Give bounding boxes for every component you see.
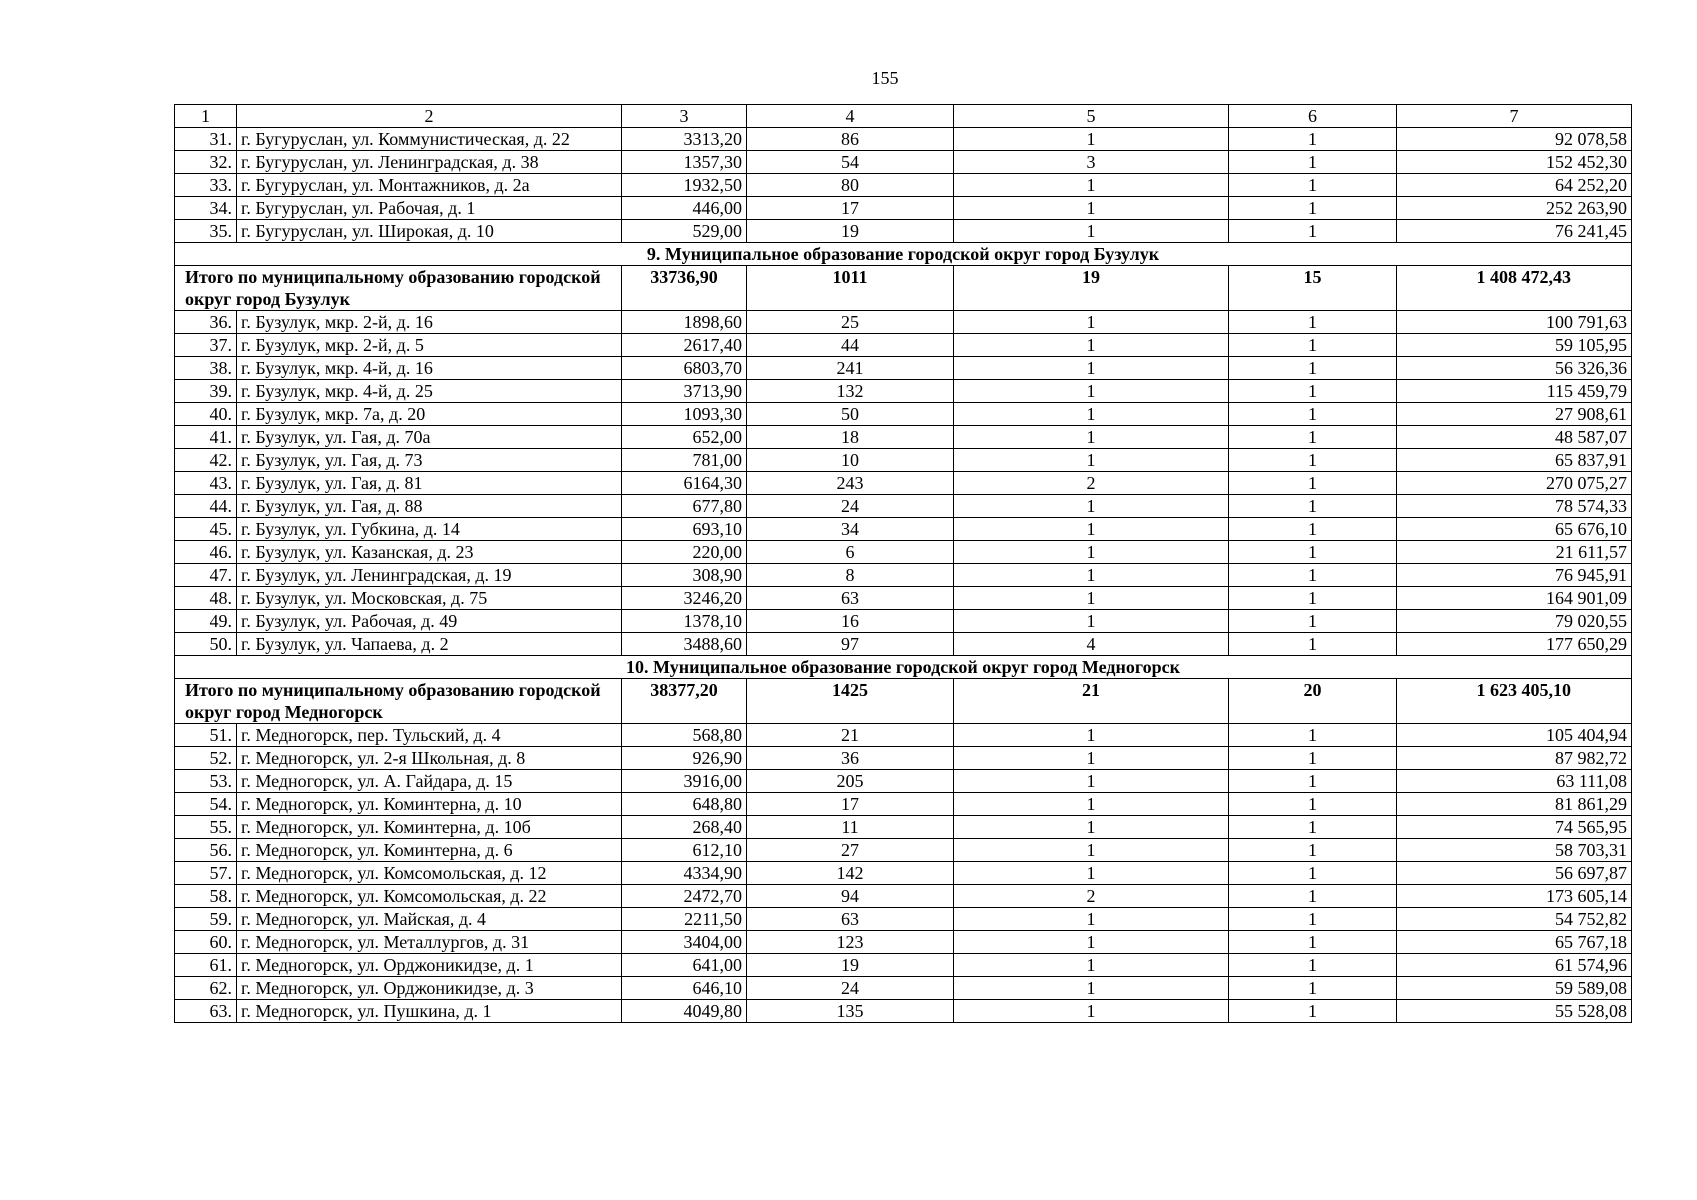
col5-cell: 1 — [954, 518, 1229, 541]
address-cell: г. Медногорск, ул. 2-я Школьная, д. 8 — [237, 747, 622, 770]
table-row — [175, 380, 1632, 403]
col6-cell: 1 — [1229, 518, 1397, 541]
col5-cell: 1 — [954, 541, 1229, 564]
row-number-cell: 44. — [175, 495, 237, 518]
col6-cell: 1 — [1229, 564, 1397, 587]
cost-cell: 76 945,91 — [1397, 564, 1632, 587]
address-cell: г. Бузулук, ул. Гая, д. 81 — [237, 472, 622, 495]
residents-cell: 132 — [747, 380, 954, 403]
cost-cell: 164 901,09 — [1397, 587, 1632, 610]
table-row — [175, 151, 1632, 174]
row-number-cell: 49. — [175, 610, 237, 633]
col6-cell: 1 — [1229, 793, 1397, 816]
row-number-cell: 50. — [175, 633, 237, 656]
row-number-cell: 60. — [175, 931, 237, 954]
table-row — [175, 1000, 1632, 1023]
col6-cell: 1 — [1229, 380, 1397, 403]
table-body — [175, 105, 1632, 1023]
col6-cell: 1 — [1229, 587, 1397, 610]
table-row — [175, 747, 1632, 770]
subtotal-cost: 1 623 405,10 — [1397, 679, 1632, 724]
area-cell: 446,00 — [622, 197, 747, 220]
col6-cell: 1 — [1229, 220, 1397, 243]
col5-cell: 1 — [954, 931, 1229, 954]
area-cell: 1378,10 — [622, 610, 747, 633]
residents-cell: 6 — [747, 541, 954, 564]
area-cell: 3713,90 — [622, 380, 747, 403]
cost-cell: 92 078,58 — [1397, 128, 1632, 151]
row-number-cell: 34. — [175, 197, 237, 220]
col5-cell: 1 — [954, 610, 1229, 633]
table-row — [175, 426, 1632, 449]
subtotal-col6: 20 — [1229, 679, 1397, 724]
address-cell: г. Бузулук, мкр. 4-й, д. 16 — [237, 357, 622, 380]
section-heading-row — [175, 243, 1632, 266]
cost-cell: 177 650,29 — [1397, 633, 1632, 656]
row-number-cell: 38. — [175, 357, 237, 380]
col5-cell: 3 — [954, 151, 1229, 174]
residents-cell: 241 — [747, 357, 954, 380]
col6-cell: 1 — [1229, 197, 1397, 220]
residents-cell: 86 — [747, 128, 954, 151]
row-number-cell: 48. — [175, 587, 237, 610]
table-row — [175, 954, 1632, 977]
row-number-cell: 41. — [175, 426, 237, 449]
area-cell: 529,00 — [622, 220, 747, 243]
area-cell: 926,90 — [622, 747, 747, 770]
residents-cell: 11 — [747, 816, 954, 839]
row-number-cell: 52. — [175, 747, 237, 770]
table-row — [175, 357, 1632, 380]
area-cell: 1932,50 — [622, 174, 747, 197]
area-cell: 1357,30 — [622, 151, 747, 174]
address-cell: г. Бузулук, ул. Московская, д. 75 — [237, 587, 622, 610]
col5-cell: 1 — [954, 770, 1229, 793]
cost-cell: 61 574,96 — [1397, 954, 1632, 977]
col6-cell: 1 — [1229, 885, 1397, 908]
table-row — [175, 197, 1632, 220]
cost-cell: 65 837,91 — [1397, 449, 1632, 472]
area-cell: 308,90 — [622, 564, 747, 587]
residents-cell: 21 — [747, 724, 954, 747]
table-row — [175, 174, 1632, 197]
cost-cell: 64 252,20 — [1397, 174, 1632, 197]
row-number-cell: 43. — [175, 472, 237, 495]
address-cell: г. Медногорск, ул. Коминтерна, д. 10 — [237, 793, 622, 816]
col6-cell: 1 — [1229, 174, 1397, 197]
address-cell: г. Бугуруслан, ул. Ленинградская, д. 38 — [237, 151, 622, 174]
col5-cell: 1 — [954, 724, 1229, 747]
cost-cell: 105 404,94 — [1397, 724, 1632, 747]
col6-cell: 1 — [1229, 724, 1397, 747]
col6-cell: 1 — [1229, 128, 1397, 151]
area-cell: 652,00 — [622, 426, 747, 449]
subtotal-col5: 21 — [954, 679, 1229, 724]
table-row — [175, 633, 1632, 656]
col6-cell: 1 — [1229, 472, 1397, 495]
col6-cell: 1 — [1229, 862, 1397, 885]
area-cell: 1898,60 — [622, 311, 747, 334]
address-cell: г. Бузулук, ул. Гая, д. 70а — [237, 426, 622, 449]
residents-cell: 24 — [747, 495, 954, 518]
row-number-cell: 40. — [175, 403, 237, 426]
area-cell: 6164,30 — [622, 472, 747, 495]
area-cell: 220,00 — [622, 541, 747, 564]
residents-cell: 36 — [747, 747, 954, 770]
col5-cell: 1 — [954, 977, 1229, 1000]
col5-cell: 2 — [954, 472, 1229, 495]
residents-cell: 243 — [747, 472, 954, 495]
subtotal-residents: 1425 — [747, 679, 954, 724]
table-row — [175, 311, 1632, 334]
subtotal-row — [175, 679, 1632, 724]
col6-cell: 1 — [1229, 839, 1397, 862]
residents-cell: 24 — [747, 977, 954, 1000]
address-cell: г. Медногорск, ул. Орджоникидзе, д. 3 — [237, 977, 622, 1000]
cost-cell: 79 020,55 — [1397, 610, 1632, 633]
subtotal-label: Итого по муниципальному образованию городской округ город Бузулук — [175, 266, 622, 311]
address-cell: г. Медногорск, ул. Коминтерна, д. 6 — [237, 839, 622, 862]
table-row — [175, 541, 1632, 564]
address-cell: г. Бугуруслан, ул. Широкая, д. 10 — [237, 220, 622, 243]
area-cell: 3313,20 — [622, 128, 747, 151]
cost-cell: 76 241,45 — [1397, 220, 1632, 243]
area-cell: 6803,70 — [622, 357, 747, 380]
col5-cell: 1 — [954, 908, 1229, 931]
address-cell: г. Медногорск, ул. Орджоникидзе, д. 1 — [237, 954, 622, 977]
col6-cell: 1 — [1229, 495, 1397, 518]
col5-cell: 1 — [954, 197, 1229, 220]
row-number-cell: 31. — [175, 128, 237, 151]
residents-cell: 80 — [747, 174, 954, 197]
residents-cell: 17 — [747, 793, 954, 816]
subtotal-row — [175, 266, 1632, 311]
table-row — [175, 770, 1632, 793]
cost-cell: 63 111,08 — [1397, 770, 1632, 793]
address-cell: г. Медногорск, ул. Коминтерна, д. 10б — [237, 816, 622, 839]
cost-cell: 56 697,87 — [1397, 862, 1632, 885]
cost-cell: 100 791,63 — [1397, 311, 1632, 334]
address-cell: г. Медногорск, ул. Металлургов, д. 31 — [237, 931, 622, 954]
area-cell: 4049,80 — [622, 1000, 747, 1023]
col5-cell: 1 — [954, 334, 1229, 357]
table-row — [175, 793, 1632, 816]
address-cell: г. Медногорск, ул. Комсомольская, д. 12 — [237, 862, 622, 885]
col6-cell: 1 — [1229, 151, 1397, 174]
residents-cell: 97 — [747, 633, 954, 656]
address-cell: г. Бузулук, ул. Гая, д. 73 — [237, 449, 622, 472]
residents-cell: 17 — [747, 197, 954, 220]
table-row — [175, 908, 1632, 931]
col5-cell: 1 — [954, 449, 1229, 472]
row-number-cell: 53. — [175, 770, 237, 793]
column-number-cell: 1 — [175, 105, 237, 128]
area-cell: 612,10 — [622, 839, 747, 862]
col6-cell: 1 — [1229, 633, 1397, 656]
table-row — [175, 587, 1632, 610]
col5-cell: 1 — [954, 174, 1229, 197]
row-number-cell: 46. — [175, 541, 237, 564]
col5-cell: 1 — [954, 426, 1229, 449]
row-number-cell: 42. — [175, 449, 237, 472]
col5-cell: 1 — [954, 128, 1229, 151]
row-number-cell: 54. — [175, 793, 237, 816]
residents-cell: 8 — [747, 564, 954, 587]
residents-cell: 50 — [747, 403, 954, 426]
col5-cell: 1 — [954, 495, 1229, 518]
cost-cell: 58 703,31 — [1397, 839, 1632, 862]
area-cell: 648,80 — [622, 793, 747, 816]
page-number: 155 — [871, 68, 899, 88]
col5-cell: 1 — [954, 587, 1229, 610]
col6-cell: 1 — [1229, 1000, 1397, 1023]
table-row — [175, 334, 1632, 357]
subtotal-col5: 19 — [954, 266, 1229, 311]
table-row — [175, 449, 1632, 472]
address-cell: г. Бугуруслан, ул. Коммунистическая, д. 22 — [237, 128, 622, 151]
col5-cell: 1 — [954, 311, 1229, 334]
cost-cell: 87 982,72 — [1397, 747, 1632, 770]
col6-cell: 1 — [1229, 357, 1397, 380]
column-number-cell: 5 — [954, 105, 1229, 128]
table-row — [175, 724, 1632, 747]
address-cell: г. Бузулук, мкр. 2-й, д. 5 — [237, 334, 622, 357]
col6-cell: 1 — [1229, 908, 1397, 931]
cost-cell: 21 611,57 — [1397, 541, 1632, 564]
subtotal-area: 33736,90 — [622, 266, 747, 311]
residents-cell: 63 — [747, 908, 954, 931]
subtotal-cost: 1 408 472,43 — [1397, 266, 1632, 311]
col6-cell: 1 — [1229, 610, 1397, 633]
col5-cell: 1 — [954, 220, 1229, 243]
residents-cell: 10 — [747, 449, 954, 472]
residents-cell: 135 — [747, 1000, 954, 1023]
cost-cell: 65 676,10 — [1397, 518, 1632, 541]
row-number-cell: 62. — [175, 977, 237, 1000]
row-number-cell: 56. — [175, 839, 237, 862]
subtotal-area: 38377,20 — [622, 679, 747, 724]
cost-cell: 27 908,61 — [1397, 403, 1632, 426]
col5-cell: 4 — [954, 633, 1229, 656]
address-cell: г. Медногорск, ул. Майская, д. 4 — [237, 908, 622, 931]
residents-cell: 142 — [747, 862, 954, 885]
subtotal-label: Итого по муниципальному образованию городской округ город Медногорск — [175, 679, 622, 724]
table-row — [175, 862, 1632, 885]
row-number-cell: 63. — [175, 1000, 237, 1023]
column-number-cell: 3 — [622, 105, 747, 128]
col5-cell: 1 — [954, 403, 1229, 426]
row-number-cell: 55. — [175, 816, 237, 839]
subtotal-residents: 1011 — [747, 266, 954, 311]
table-row — [175, 610, 1632, 633]
residents-cell: 19 — [747, 220, 954, 243]
column-number-cell: 6 — [1229, 105, 1397, 128]
row-number-cell: 35. — [175, 220, 237, 243]
area-cell: 693,10 — [622, 518, 747, 541]
row-number-cell: 39. — [175, 380, 237, 403]
cost-cell: 252 263,90 — [1397, 197, 1632, 220]
table-row — [175, 816, 1632, 839]
col6-cell: 1 — [1229, 449, 1397, 472]
cost-cell: 59 105,95 — [1397, 334, 1632, 357]
area-cell: 646,10 — [622, 977, 747, 1000]
column-number-cell: 4 — [747, 105, 954, 128]
col6-cell: 1 — [1229, 334, 1397, 357]
col5-cell: 1 — [954, 380, 1229, 403]
col6-cell: 1 — [1229, 954, 1397, 977]
area-cell: 4334,90 — [622, 862, 747, 885]
cost-cell: 115 459,79 — [1397, 380, 1632, 403]
cost-cell: 173 605,14 — [1397, 885, 1632, 908]
col6-cell: 1 — [1229, 403, 1397, 426]
residents-cell: 205 — [747, 770, 954, 793]
address-cell: г. Медногорск, ул. Пушкина, д. 1 — [237, 1000, 622, 1023]
row-number-cell: 57. — [175, 862, 237, 885]
row-number-cell: 59. — [175, 908, 237, 931]
address-cell: г. Бузулук, ул. Казанская, д. 23 — [237, 541, 622, 564]
column-number-row — [175, 105, 1632, 128]
residents-cell: 16 — [747, 610, 954, 633]
section-heading-row — [175, 656, 1632, 679]
table-row — [175, 977, 1632, 1000]
col6-cell: 1 — [1229, 816, 1397, 839]
area-cell: 3488,60 — [622, 633, 747, 656]
col6-cell: 1 — [1229, 931, 1397, 954]
cost-cell: 55 528,08 — [1397, 1000, 1632, 1023]
row-number-cell: 32. — [175, 151, 237, 174]
table-row — [175, 564, 1632, 587]
residents-cell: 25 — [747, 311, 954, 334]
table-row — [175, 472, 1632, 495]
table-row — [175, 403, 1632, 426]
row-number-cell: 58. — [175, 885, 237, 908]
section-title: 10. Муниципальное образование городской округ город Медногорск — [175, 656, 1632, 679]
residents-cell: 54 — [747, 151, 954, 174]
area-cell: 641,00 — [622, 954, 747, 977]
residents-cell: 18 — [747, 426, 954, 449]
col6-cell: 1 — [1229, 541, 1397, 564]
col5-cell: 1 — [954, 357, 1229, 380]
area-cell: 268,40 — [622, 816, 747, 839]
area-cell: 3246,20 — [622, 587, 747, 610]
residents-cell: 94 — [747, 885, 954, 908]
col5-cell: 1 — [954, 816, 1229, 839]
row-number-cell: 45. — [175, 518, 237, 541]
address-cell: г. Бузулук, мкр. 4-й, д. 25 — [237, 380, 622, 403]
address-cell: г. Бузулук, ул. Ленинградская, д. 19 — [237, 564, 622, 587]
address-cell: г. Медногорск, ул. А. Гайдара, д. 15 — [237, 770, 622, 793]
address-cell: г. Бугуруслан, ул. Рабочая, д. 1 — [237, 197, 622, 220]
section-title: 9. Муниципальное образование городской округ город Бузулук — [175, 243, 1632, 266]
cost-cell: 74 565,95 — [1397, 816, 1632, 839]
col5-cell: 1 — [954, 747, 1229, 770]
row-number-cell: 36. — [175, 311, 237, 334]
address-cell: г. Бугуруслан, ул. Монтажников, д. 2а — [237, 174, 622, 197]
col6-cell: 1 — [1229, 977, 1397, 1000]
residents-cell: 63 — [747, 587, 954, 610]
area-cell: 781,00 — [622, 449, 747, 472]
col5-cell: 1 — [954, 954, 1229, 977]
table-row — [175, 220, 1632, 243]
residents-cell: 44 — [747, 334, 954, 357]
address-cell: г. Бузулук, ул. Чапаева, д. 2 — [237, 633, 622, 656]
subtotal-col6: 15 — [1229, 266, 1397, 311]
residents-cell: 123 — [747, 931, 954, 954]
column-number-cell: 7 — [1397, 105, 1632, 128]
area-cell: 2211,50 — [622, 908, 747, 931]
area-cell: 568,80 — [622, 724, 747, 747]
row-number-cell: 47. — [175, 564, 237, 587]
cost-cell: 54 752,82 — [1397, 908, 1632, 931]
col5-cell: 2 — [954, 885, 1229, 908]
address-cell: г. Бузулук, ул. Губкина, д. 14 — [237, 518, 622, 541]
table-row — [175, 518, 1632, 541]
address-cell: г. Бузулук, мкр. 7а, д. 20 — [237, 403, 622, 426]
row-number-cell: 37. — [175, 334, 237, 357]
col6-cell: 1 — [1229, 770, 1397, 793]
cost-cell: 59 589,08 — [1397, 977, 1632, 1000]
area-cell: 677,80 — [622, 495, 747, 518]
col5-cell: 1 — [954, 1000, 1229, 1023]
residents-cell: 27 — [747, 839, 954, 862]
cost-cell: 65 767,18 — [1397, 931, 1632, 954]
cost-cell: 81 861,29 — [1397, 793, 1632, 816]
row-number-cell: 51. — [175, 724, 237, 747]
col5-cell: 1 — [954, 793, 1229, 816]
row-number-cell: 33. — [175, 174, 237, 197]
residents-cell: 34 — [747, 518, 954, 541]
area-cell: 3916,00 — [622, 770, 747, 793]
address-cell: г. Медногорск, ул. Комсомольская, д. 22 — [237, 885, 622, 908]
area-cell: 2472,70 — [622, 885, 747, 908]
column-number-cell: 2 — [237, 105, 622, 128]
address-cell: г. Медногорск, пер. Тульский, д. 4 — [237, 724, 622, 747]
area-cell: 3404,00 — [622, 931, 747, 954]
table-row — [175, 839, 1632, 862]
cost-cell: 270 075,27 — [1397, 472, 1632, 495]
row-number-cell: 61. — [175, 954, 237, 977]
cost-cell: 56 326,36 — [1397, 357, 1632, 380]
table-row — [175, 931, 1632, 954]
col6-cell: 1 — [1229, 426, 1397, 449]
col5-cell: 1 — [954, 862, 1229, 885]
address-cell: г. Бузулук, ул. Рабочая, д. 49 — [237, 610, 622, 633]
cost-cell: 48 587,07 — [1397, 426, 1632, 449]
table-row — [175, 495, 1632, 518]
area-cell: 2617,40 — [622, 334, 747, 357]
col6-cell: 1 — [1229, 747, 1397, 770]
col5-cell: 1 — [954, 839, 1229, 862]
table-row — [175, 885, 1632, 908]
address-cell: г. Бузулук, мкр. 2-й, д. 16 — [237, 311, 622, 334]
cost-cell: 78 574,33 — [1397, 495, 1632, 518]
address-cell: г. Бузулук, ул. Гая, д. 88 — [237, 495, 622, 518]
col6-cell: 1 — [1229, 311, 1397, 334]
data-table — [174, 104, 1632, 1023]
col5-cell: 1 — [954, 564, 1229, 587]
table-row — [175, 128, 1632, 151]
cost-cell: 152 452,30 — [1397, 151, 1632, 174]
area-cell: 1093,30 — [622, 403, 747, 426]
residents-cell: 19 — [747, 954, 954, 977]
